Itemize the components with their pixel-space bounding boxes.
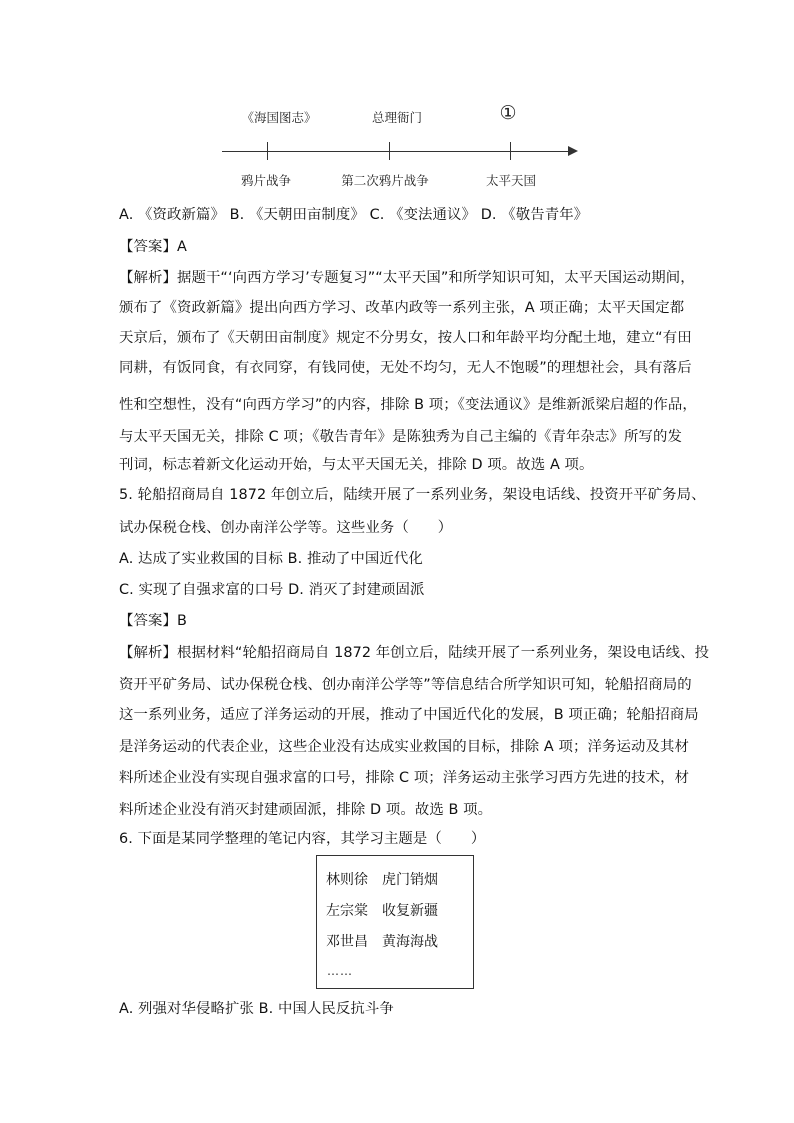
timeline-tick [510,142,511,160]
note-item: 林则徐 虎门销烟 [326,872,438,888]
timeline-label-taiping: 太平天国 [485,173,537,188]
timeline-label-haiguotuzhi: 《海国图志》 [241,110,317,125]
analysis-5-line: 料所述企业没有实现自强求富的口号，排除 C 项；洋务运动主张学习西方先进的技术，材 [119,770,690,786]
analysis-4-line: 刊词，标志着新文化运动开始，与太平天国无关，排除 D 项。故选 A 项。 [119,457,594,473]
timeline-arrow-icon [568,146,578,156]
analysis-5-line: 是洋务运动的代表企业，这些企业没有达成实业救国的目标，排除 A 项；洋务运动及其材 [119,739,689,755]
question-4-options: A. 《资政新篇》 B. 《天朝田亩制度》 C. 《变法通议》 D. 《敬告青年》 [119,207,589,223]
timeline-axis [222,151,572,152]
analysis-5-line: 【解析】根据材料“轮船招商局自 1872 年创立后，陆续开展了一系列业务，架设电话线、投 [119,645,710,661]
question-5-stem: 试办保税仓栈、创办南洋公学等。这些业务（ ） [119,520,453,536]
note-item: 邓世昌 黄海海战 [326,934,438,950]
analysis-4-line: 颁布了《资政新篇》提出向西方学习、改革内政等一系列主张，A 项正确；太平天国定都 [119,300,685,316]
timeline-figure [0,0,794,200]
timeline-label-blank-1: ① [499,102,517,124]
analysis-4-line: 【解析】据题干“‘向西方学习’专题复习”“太平天国”和所学知识可知，太平天国运动期间， [119,270,695,286]
analysis-5-line: 资开平矿务局、试办保税仓栈、创办南洋公学等”等信息结合所学知识可知，轮船招商局的 [119,677,692,693]
timeline-tick [267,142,268,160]
analysis-4-line: 天京后，颁布了《天朝田亩制度》规定不分男女，按人口和年龄平均分配土地，建立“有田 [119,330,692,346]
answer-4: 【答案】A [119,239,187,255]
question-5-options: C. 实现了自强求富的口号 D. 消灭了封建顽固派 [119,582,425,598]
analysis-4-line: 同耕，有饭同食，有衣同穿，有钱同使，无处不均匀，无人不饱暖”的理想社会，具有落后 [119,360,692,376]
timeline-label-zongli-yamen: 总理衙门 [371,110,423,125]
question-5-stem: 5. 轮船招商局自 1872 年创立后，陆续开展了一系列业务，架设电话线、投资开平矿务局、 [119,487,706,503]
analysis-4-line: 性和空想性，没有“向西方学习”的内容，排除 B 项；《变法通议》是维新派梁启超的作品， [119,397,697,413]
analysis-4-line: 与太平天国无关，排除 C 项；《敬告青年》是陈独秀为自己主编的《青年杂志》所写的发 [119,429,682,445]
timeline-tick [389,142,390,160]
timeline-label-opium-war: 鸦片战争 [240,173,292,188]
question-6-stem: 6. 下面是某同学整理的笔记内容，其学习主题是（ ） [119,831,486,847]
question-5-options: A. 达成了实业救国的目标 B. 推动了中国近代化 [119,551,423,567]
note-ellipsis: …… [327,964,353,978]
note-item: 左宗棠 收复新疆 [326,903,438,919]
timeline-label-second-opium-war: 第二次鸦片战争 [341,173,429,188]
question-6-options: A. 列强对华侵略扩张 B. 中国人民反抗斗争 [119,1001,394,1017]
analysis-5-line: 料所述企业没有消灭封建顽固派，排除 D 项。故选 B 项。 [119,802,493,818]
notes-box [316,855,474,989]
answer-5: 【答案】B [119,613,187,629]
analysis-5-line: 这一系列业务，适应了洋务运动的开展，推动了中国近代化的发展，B 项正确；轮船招商局 [119,707,699,723]
